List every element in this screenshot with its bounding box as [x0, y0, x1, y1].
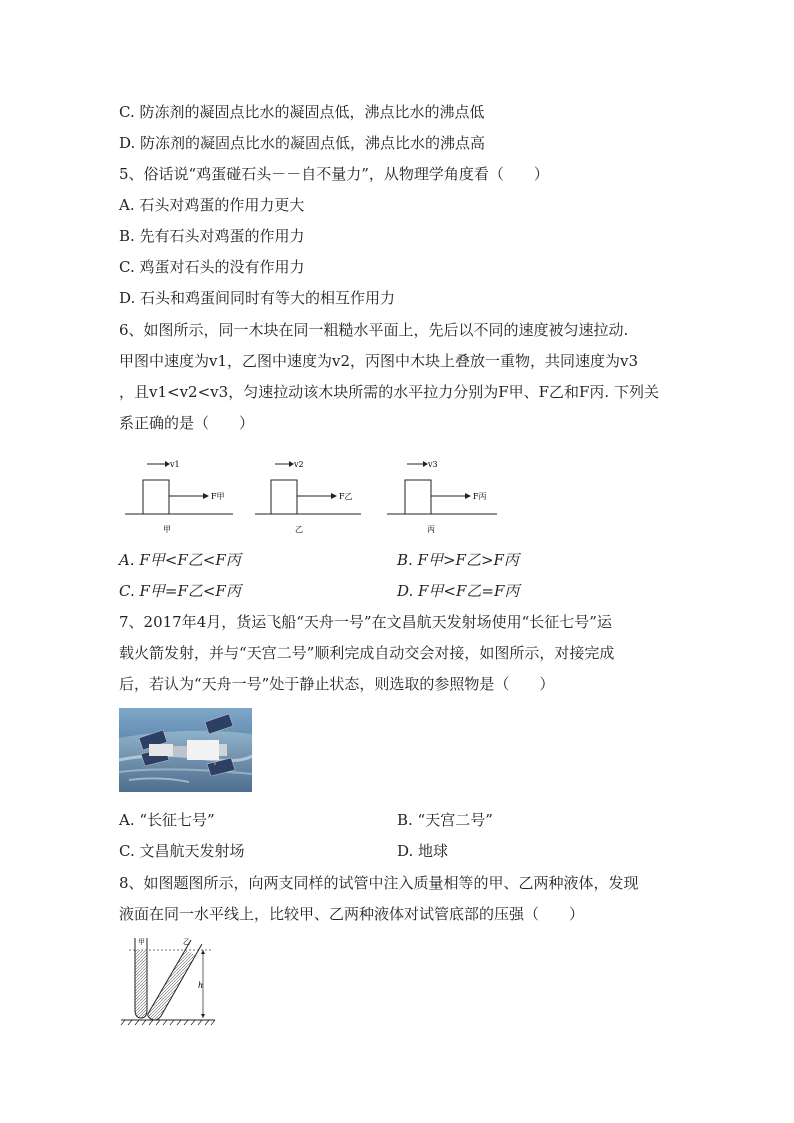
q5-option-b: B. 先有石头对鸡蛋的作用力: [119, 227, 305, 245]
q7-option-d: D. 地球: [397, 842, 449, 860]
q6-force-label: F乙: [339, 492, 353, 501]
q7-stem-line-3: 后，若认为“天舟一号”处于静止状态，则选取的参照物是（ ）: [119, 675, 555, 693]
q6-velocity-label: v1: [170, 460, 180, 469]
q8-label-jia: 甲: [138, 938, 145, 946]
q6-option-c: C. F甲=F乙<F丙: [119, 582, 241, 600]
q6-figure-yi: [255, 460, 361, 534]
q8-stem-line-2: 液面在同一水平线上，比较甲、乙两种液体对试管底部的压强（ ）: [119, 905, 585, 923]
q8-height-label: h: [198, 981, 204, 990]
q8-stem-line-1: 8、如图题图所示，向两支同样的试管中注入质量相等的甲、乙两种液体，发现: [119, 874, 639, 892]
q6-force-label: F丙: [473, 492, 487, 501]
q7-space-station-photo: [119, 708, 252, 792]
q6-block-diagrams: [119, 452, 499, 538]
q4-option-d: D. 防冻剂的凝固点比水的凝固点低，沸点比水的沸点高: [119, 134, 486, 152]
ground-hatching: [121, 1020, 215, 1025]
q6-stem-line-3: ，且v1<v2<v3，匀速拉动该木块所需的水平拉力分别为F甲、F乙和F丙. 下列关: [119, 383, 659, 401]
q6-option-d: D. F甲<F乙=F丙: [397, 582, 520, 600]
q6-stem-line-1: 6、如图所示，同一木块在同一粗糙水平面上，先后以不同的速度被匀速拉动.: [119, 321, 629, 339]
q5-option-a: A. 石头对鸡蛋的作用力更大: [119, 196, 305, 214]
q6-caption: 甲: [163, 525, 171, 534]
q5-option-d: D. 石头和鸡蛋间同时有等大的相互作用力: [119, 289, 396, 307]
q6-caption: 丙: [427, 525, 435, 534]
q6-figure-jia: [125, 460, 233, 534]
q6-option-a: A. F甲<F乙<F丙: [119, 551, 241, 569]
q6-caption: 乙: [295, 525, 303, 534]
q6-force-label: F甲: [211, 492, 225, 501]
q6-option-b: B. F甲>F乙>F丙: [397, 551, 519, 569]
q7-option-a: A. “长征七号”: [119, 811, 215, 829]
q6-stem-line-2: 甲图中速度为v1，乙图中速度为v2，丙图中木块上叠放一重物，共同速度为v3: [119, 352, 639, 370]
q7-stem-line-1: 7、2017年4月，货运飞船“天舟一号”在文昌航天发射场使用“长征七号”运: [119, 613, 612, 631]
q6-velocity-label: v3: [428, 460, 438, 469]
q6-figure-bing: [387, 460, 497, 534]
q5-option-c: C. 鸡蛋对石头的没有作用力: [119, 258, 305, 276]
q4-option-c: C. 防冻剂的凝固点比水的凝固点低，沸点比水的沸点低: [119, 103, 485, 121]
q7-option-c: C. 文昌航天发射场: [119, 842, 245, 860]
q8-label-yi: 乙: [183, 938, 190, 946]
q7-stem-line-2: 载火箭发射，并与“天宫二号”顺利完成自动交会对接，如图所示，对接完成: [119, 644, 615, 662]
q6-velocity-label: v2: [294, 460, 304, 469]
q6-stem-line-4: 系正确的是（ ）: [119, 414, 255, 432]
q8-test-tubes-diagram: [119, 932, 219, 1028]
q5-stem: 5、俗话说“鸡蛋碰石头－－自不量力”，从物理学角度看（ ）: [119, 165, 549, 183]
q7-option-b: B. “天宫二号”: [397, 811, 493, 829]
